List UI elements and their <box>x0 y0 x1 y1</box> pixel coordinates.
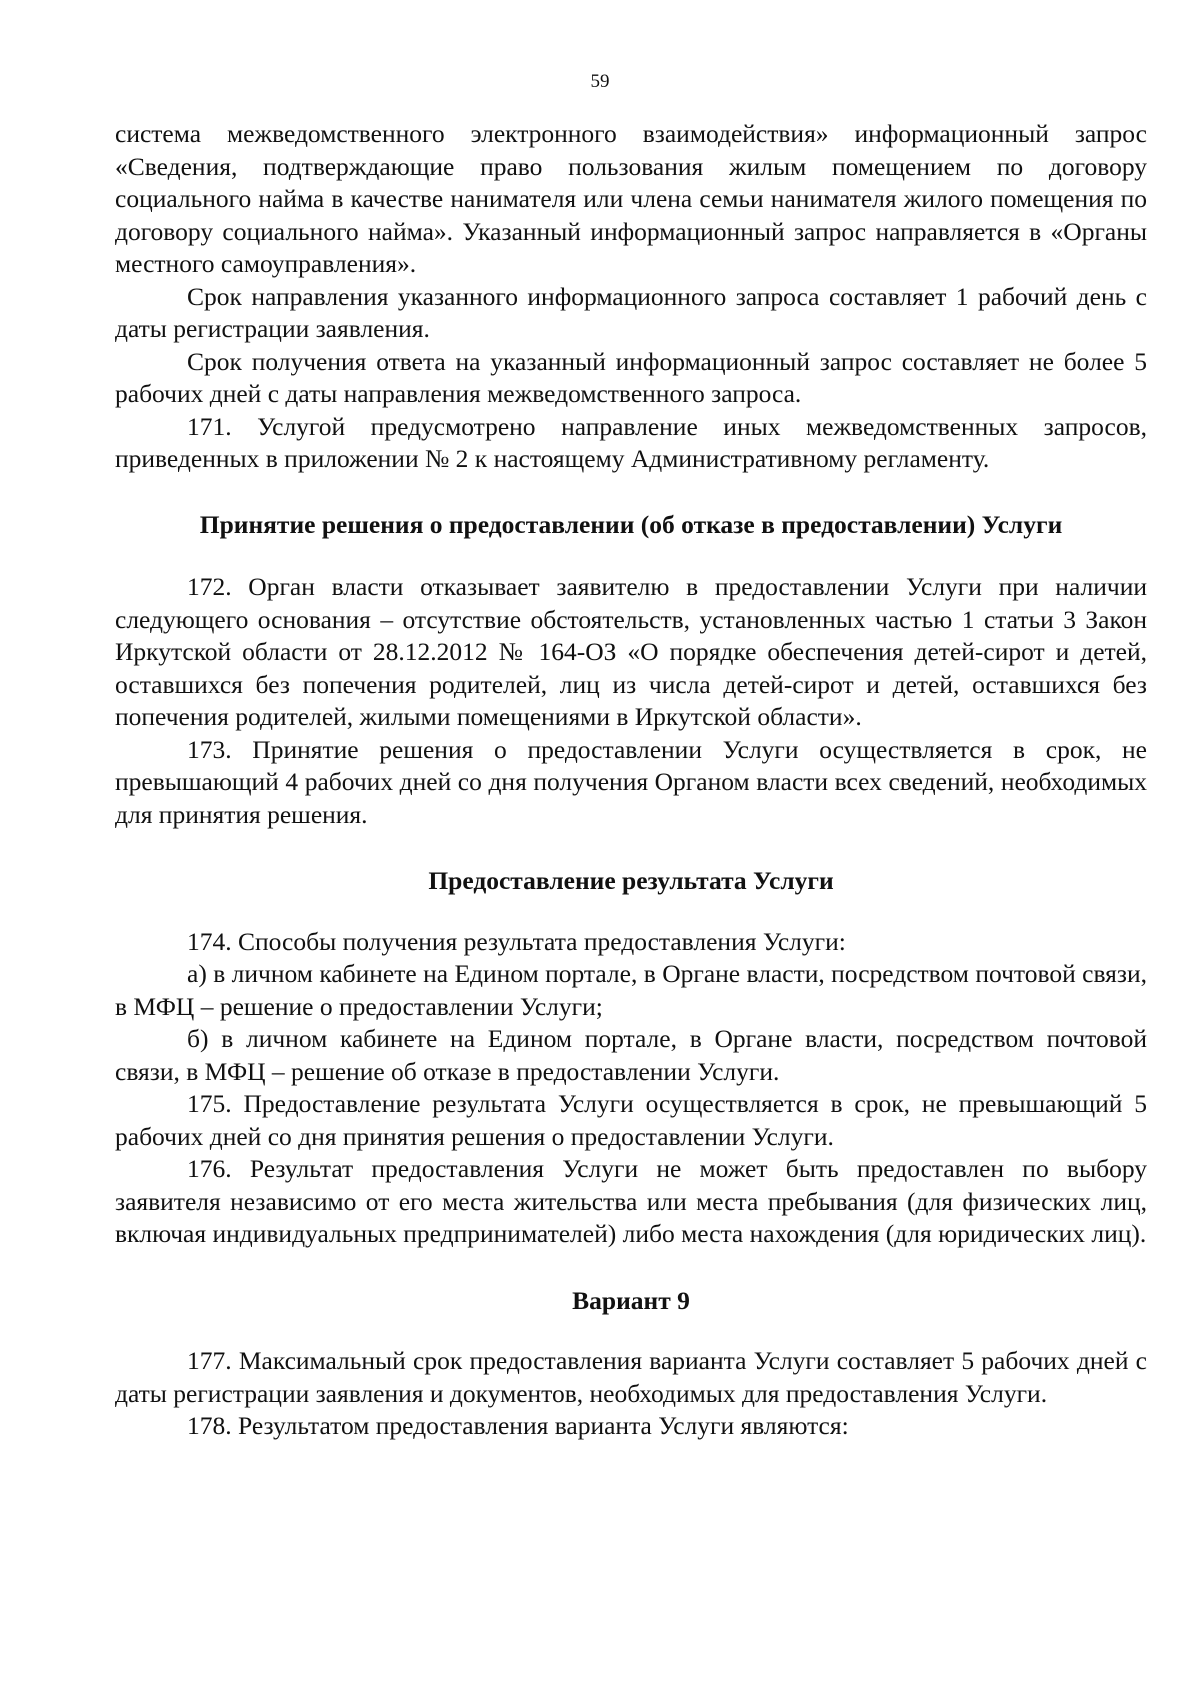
paragraph-174: 174. Способы получения результата предоставления Услуги: <box>187 926 846 956</box>
paragraph-172: 172. Орган власти отказывает заявителю в предоставлении Услуги при наличии следующего основания – отсутствие обстоятельств, установленных частью 1 статьи 3 Закон Иркутской области от 28.12.2012 № 164-ОЗ «О порядке обеспечения детей-сирот и детей, оставшихся без попечения родителей, лиц из числа детей-сирот и детей, оставшихся без попечения родителей, жилыми помещениями в Иркутской области». <box>115 572 1147 731</box>
page-number: 59 <box>590 71 610 92</box>
document-body <box>115 118 1147 1443</box>
paragraph-178: 178. Результатом предоставления варианта Услуги являются: <box>187 1411 849 1440</box>
paragraph-173: 173. Принятие решения о предоставлении Услуги осуществляется в срок, не превышающий 4 рабочих дней со дня получения Органом власти всех сведений, необходимых для принятия решения. <box>115 734 1147 829</box>
section-title-result: Предоставление результата Услуги <box>428 866 834 895</box>
paragraph-175: 175. Предоставление результата Услуги осуществляется в срок, не превышающий 5 рабочих дней со дня принятия решения о предоставлении Услуги. <box>115 1089 1147 1151</box>
paragraph-top-1: система межведомственного электронного взаимодействия» информационный запрос «Сведения, подтверждающие право пользования жилым помещением по договору социального найма в качестве нанимателя или члена семьи нанимателя жилого помещения по договору социального найма». Указанный информационный запрос направляется в «Органы местного самоуправления». <box>115 119 1147 278</box>
paragraph-171: 171. Услугой предусмотрено направление иных межведомственных запросов, приведенных в приложении № 2 к настоящему Административному регламенту. <box>115 411 1147 473</box>
section-title-decision: Принятие решения о предоставлении (об отказе в предоставлении) Услуги <box>199 509 1063 539</box>
paragraph-176: 176. Результат предоставления Услуги не может быть предоставлен по выбору заявителя независимо от его места жительства или места пребывания (для физических лиц, включая индивидуальных предпринимателей) либо места нахождения (для юридических лиц). <box>115 1154 1147 1248</box>
paragraph-177: 177. Максимальный срок предоставления варианта Услуги составляет 5 рабочих дней с даты регистрации заявления и документов, необходимых для предоставления Услуги. <box>115 1346 1147 1408</box>
paragraph-174-b: б) в личном кабинете на Едином портале, в Органе власти, посредством почтовой связи, в МФЦ – решение об отказе в предоставлении Услуги. <box>115 1024 1147 1086</box>
paragraph-top-3: Срок получения ответа на указанный информационный запрос составляет не более 5 рабочих дней с даты направления межведомственного запроса. <box>115 346 1147 408</box>
paragraph-top-2: Срок направления указанного информационного запроса составляет 1 рабочий день с даты регистрации заявления. <box>115 281 1147 343</box>
paragraph-174-a: а) в личном кабинете на Едином портале, в Органе власти, посредством почтовой связи, в МФЦ – решение о предоставлении Услуги; <box>115 959 1147 1021</box>
section-title-variant: Вариант 9 <box>572 1285 690 1315</box>
